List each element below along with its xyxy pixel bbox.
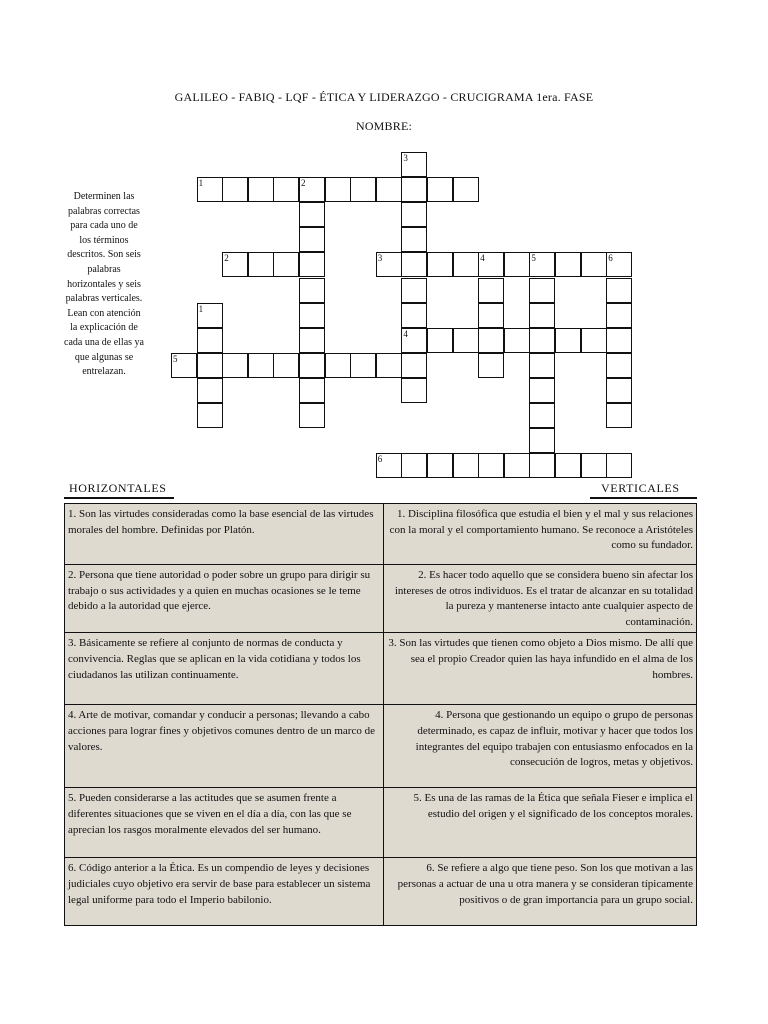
- page-title: GALILEO - FABIQ - LQF - ÉTICA Y LIDERAZGO - CRUCIGRAMA 1era. FASE: [174, 90, 594, 104]
- crossword-cell[interactable]: [299, 303, 325, 328]
- crossword-cell[interactable]: [401, 303, 427, 328]
- vertical-clue-number: 2: [301, 178, 306, 189]
- crossword-cell[interactable]: [299, 353, 325, 378]
- crossword-cell[interactable]: [427, 328, 453, 353]
- crossword-cell[interactable]: [299, 227, 325, 252]
- crossword-cell[interactable]: [401, 278, 427, 303]
- vertical-clue-number: 5: [531, 253, 536, 264]
- horizontal-clue-2: 2. Persona que tiene autoridad o poder sobre un grupo para dirigir su trabajo o sus actividades y a quien en muchas ocasiones se le teme debido a la autoridad que ejerce.: [65, 565, 384, 633]
- crossword-cell[interactable]: [478, 328, 504, 353]
- horizontal-clue-number: 2: [224, 253, 229, 264]
- crossword-cell[interactable]: [581, 252, 607, 277]
- crossword-cell[interactable]: [299, 278, 325, 303]
- crossword-cell[interactable]: [299, 378, 325, 403]
- horizontal-clue-6: 6. Código anterior a la Ética. Es un compendio de leyes y decisiones judiciales cuyo objetivo era servir de base para establecer un sistema legal uniforme para todo el Imperio babilonio.: [65, 858, 384, 926]
- crossword-cell[interactable]: [529, 453, 555, 478]
- crossword-cell[interactable]: [248, 252, 274, 277]
- name-label: NOMBRE:: [355, 119, 413, 133]
- horizontal-clue-number: 1: [198, 178, 204, 189]
- crossword-cell[interactable]: [299, 403, 325, 428]
- crossword-cell[interactable]: [606, 328, 632, 353]
- crossword-cell[interactable]: [606, 353, 632, 378]
- crossword-cell[interactable]: [529, 428, 555, 453]
- crossword-cell[interactable]: [401, 453, 427, 478]
- crossword-cell[interactable]: [273, 353, 299, 378]
- crossword-cell[interactable]: [299, 202, 325, 227]
- crossword-cell[interactable]: [350, 177, 376, 202]
- horizontal-clue-number: 3: [377, 253, 383, 264]
- crossword-cell[interactable]: [581, 328, 607, 353]
- crossword-cell[interactable]: [581, 453, 607, 478]
- horizontal-clue-4: 4. Arte de motivar, comandar y conducir a personas; llevando a cabo acciones para lograr fines y objetivos comunes dentro de un marco de valores.: [65, 705, 384, 788]
- vertical-clue-1: 1. Disciplina filosófica que estudia el bien y el mal y sus relaciones con la moral y el comportamiento humano. Se reconoce a Aristóteles como su fundador.: [384, 504, 697, 565]
- crossword-cell[interactable]: [197, 353, 223, 378]
- vertical-clue-5: 5. Es una de las ramas de la Ética que señala Fieser e implica el estudio del origen y el significado de los conceptos morales.: [384, 788, 697, 858]
- crossword-cell[interactable]: [427, 177, 453, 202]
- crossword-cell[interactable]: [401, 378, 427, 403]
- crossword-cell[interactable]: [350, 353, 376, 378]
- crossword-cell[interactable]: [248, 353, 274, 378]
- clue-row: [65, 633, 697, 705]
- crossword-cell[interactable]: [606, 453, 632, 478]
- crossword-cell[interactable]: [504, 252, 530, 277]
- crossword-cell[interactable]: [197, 378, 223, 403]
- horizontal-header: HORIZONTALES: [69, 481, 167, 495]
- crossword-cell[interactable]: [529, 328, 555, 353]
- crossword-cell[interactable]: [325, 177, 351, 202]
- horizontal-clue-number: 4: [403, 328, 408, 339]
- crossword-cell[interactable]: [401, 227, 427, 252]
- crossword-cell[interactable]: [478, 453, 504, 478]
- crossword-cell[interactable]: [606, 278, 632, 303]
- instructions-text: Determinen las palabras correctas para cada uno de los términos descritos. Son seis palabras horizontales y seis palabras verticales. Lean con atención la explicación de cada una de ellas ya que algunas se entrelazan.: [64, 191, 144, 378]
- vertical-header-underline: [590, 497, 697, 499]
- crossword-cell[interactable]: [453, 453, 479, 478]
- crossword-cell[interactable]: [478, 303, 504, 328]
- crossword-cell[interactable]: [401, 177, 427, 202]
- vertical-clue-4: 4. Persona que gestionando un equipo o grupo de personas determinado, es capaz de influir, motivar y hacer que todos los integrantes del equipo trabajen con entusiasmo enfocados en la consecución de logros, metas y objetivos.: [384, 705, 697, 788]
- crossword-cell[interactable]: [299, 252, 325, 277]
- crossword-cell[interactable]: [401, 202, 427, 227]
- vertical-clue-number: 4: [480, 253, 485, 264]
- clue-row: [65, 565, 697, 633]
- horizontal-clue-5: 5. Pueden considerarse a las actitudes que se asumen frente a diferentes situaciones que se viven en el día a día, con las que se aprecian los rasgos moralmente elevados del ser humano.: [65, 788, 384, 858]
- crossword-cell[interactable]: [325, 353, 351, 378]
- crossword-cell[interactable]: [529, 303, 555, 328]
- crossword-cell[interactable]: [427, 252, 453, 277]
- crossword-cell[interactable]: [606, 303, 632, 328]
- crossword-cell[interactable]: [197, 328, 223, 353]
- horizontal-header-underline: [64, 497, 174, 499]
- vertical-clue-2: 2. Es hacer todo aquello que se considera bueno sin afectar los intereses de otros individuos. Es el tratar de alcanzar en su totalidad la pureza y mantenerse intacto ante cualquier aspecto de contaminación.: [384, 565, 697, 633]
- vertical-clue-number: 3: [403, 153, 408, 163]
- crossword-cell[interactable]: [197, 403, 223, 428]
- horizontal-clue-3: 3. Básicamente se refiere al conjunto de normas de conducta y convivencia. Reglas que se aplican en la vida cotidiana y todos los ciudadanos las utilizan continuamente.: [65, 633, 384, 705]
- crossword-cell[interactable]: [504, 453, 530, 478]
- crossword-cell[interactable]: [273, 177, 299, 202]
- vertical-header: VERTICALES: [601, 481, 680, 495]
- vertical-clue-3: 3. Son las virtudes que tienen como objeto a Dios mismo. De allí que sea el propio Creador quien las haya infundido en el alma de los hombres.: [384, 633, 697, 705]
- vertical-clue-6: 6. Se refiere a algo que tiene peso. Son los que motivan a las personas a actuar de una u otra manera y se consideran típicamente positivos o de gran importancia para un grupo social.: [384, 858, 697, 926]
- crossword-cell[interactable]: [478, 353, 504, 378]
- crossword-cell[interactable]: [299, 328, 325, 353]
- crossword-cell[interactable]: [606, 378, 632, 403]
- horizontal-clue-number: 5: [173, 353, 178, 364]
- vertical-clue-number: 1: [198, 303, 204, 314]
- crossword-cell[interactable]: [555, 328, 581, 353]
- crossword-cell[interactable]: [504, 328, 530, 353]
- crossword-cell[interactable]: [222, 353, 248, 378]
- vertical-clue-number: 6: [608, 253, 613, 264]
- crossword-cell[interactable]: [529, 353, 555, 378]
- clue-row: [65, 788, 697, 858]
- crossword-cell[interactable]: [555, 252, 581, 277]
- crossword-cell[interactable]: [453, 328, 479, 353]
- crossword-cell[interactable]: [478, 278, 504, 303]
- crossword-cell[interactable]: [529, 403, 555, 428]
- crossword-cell[interactable]: [453, 252, 479, 277]
- crossword-cell[interactable]: [376, 353, 402, 378]
- crossword-cell[interactable]: [401, 353, 427, 378]
- crossword-cell[interactable]: [248, 177, 274, 202]
- clue-row: [65, 858, 697, 926]
- crossword-cell[interactable]: [529, 278, 555, 303]
- crossword-cell[interactable]: [222, 177, 248, 202]
- clue-row: [65, 705, 697, 788]
- crossword-cell[interactable]: [606, 403, 632, 428]
- crossword-cell[interactable]: [427, 453, 453, 478]
- crossword-cell[interactable]: [529, 378, 555, 403]
- horizontal-clue-1: 1. Son las virtudes consideradas como la base esencial de las virtudes morales del hombre. Definidas por Platón.: [65, 504, 384, 565]
- clue-row: [65, 504, 697, 565]
- crossword-cell[interactable]: [401, 252, 427, 277]
- clues-table: [64, 503, 697, 926]
- crossword-cell[interactable]: [453, 177, 479, 202]
- crossword-cell[interactable]: [376, 177, 402, 202]
- crossword-cell[interactable]: [273, 252, 299, 277]
- horizontal-clue-number: 6: [377, 454, 383, 465]
- crossword-cell[interactable]: [555, 453, 581, 478]
